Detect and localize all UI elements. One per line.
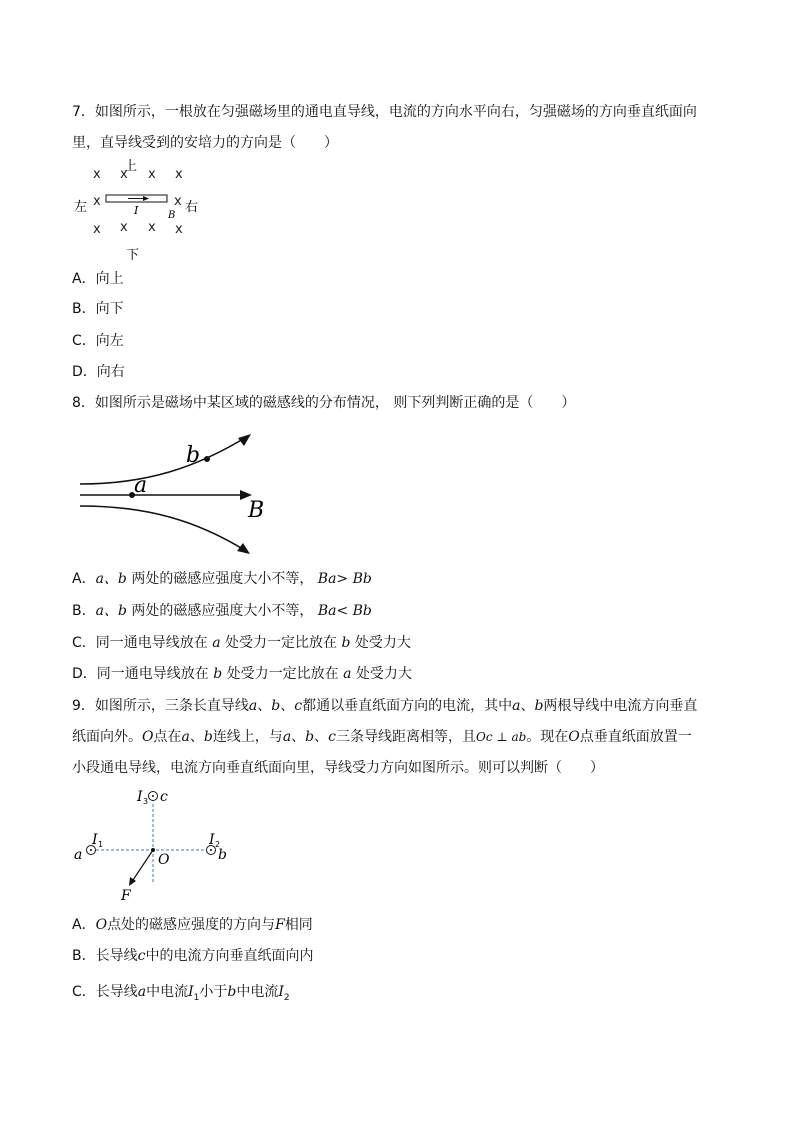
q8-option-a <box>72 569 372 589</box>
cross-mark: x <box>175 222 183 237</box>
option-text: 处受力一定比放在 <box>220 635 342 651</box>
label-current-i: I <box>134 204 139 217</box>
field-line-top <box>80 436 248 484</box>
cross-mark: x <box>148 220 156 235</box>
q9-option-c: C．长导线a中电流$I_1$小于b中电流$I_2$ <box>72 984 290 1003</box>
label-right: 右 <box>185 200 199 215</box>
label-i2-sub: 2 <box>215 840 221 849</box>
q7-option-d: D．向右 <box>72 364 125 380</box>
option-var: a <box>343 666 352 682</box>
option-text: 处受力一定比放在 <box>222 666 344 682</box>
label-i2: I <box>209 832 215 848</box>
q8-option-b <box>72 601 372 621</box>
option-prefix: A． <box>72 571 96 587</box>
q8-figure <box>76 428 276 560</box>
q7-option-a: A．向上 <box>72 271 124 287</box>
q9-stem-line1: 9．如图所示，三条长直导线a、b、c都通以垂直纸面方向的电流，其中a、b两根导线中电流方向垂直 <box>72 698 698 714</box>
option-points: a、b <box>95 603 127 619</box>
option-var: b <box>213 666 223 682</box>
option-text: 处受力大 <box>351 666 412 682</box>
q8-option-d <box>72 664 412 684</box>
q7-stem-line1: 7．如图所示，一根放在匀强磁场里的通电直导线，电流的方向水平向右，匀强磁场的方向垂直纸面向 <box>72 104 697 120</box>
label-left: 左 <box>74 200 88 215</box>
q9-figure <box>72 784 242 906</box>
option-text: D．同一通电导线放在 <box>72 666 214 682</box>
option-var: b <box>341 635 351 651</box>
cross-mark: x <box>175 167 183 182</box>
option-text: 两处的磁感应强度大小不等， <box>126 571 318 587</box>
label-b: b <box>186 443 201 468</box>
label-i1: I <box>92 832 98 848</box>
option-text: C．同一通电导线放在 <box>72 635 213 651</box>
arrowhead-top <box>238 434 251 446</box>
label-field-b: B <box>168 210 176 221</box>
label-a: a <box>74 847 83 863</box>
q8-stem: 8．如图所示是磁场中某区域的磁感线的分布情况， 则下列判断正确的是（ ） <box>72 395 576 411</box>
label-up: 上 <box>124 159 138 174</box>
option-var: a <box>212 635 221 651</box>
cross-mark: x <box>120 220 128 235</box>
label-down: 下 <box>126 248 140 263</box>
q7-option-c: C．向左 <box>72 333 124 349</box>
q7-stem-line2: 里，直导线受到的安培力的方向是（ ） <box>72 135 338 151</box>
label-b: b <box>218 847 227 863</box>
label-a: a <box>134 473 148 498</box>
label-f: F <box>121 888 131 904</box>
cross-mark: x <box>93 167 101 182</box>
current-arrowhead <box>143 196 149 201</box>
label-field-b: B <box>248 498 265 523</box>
label-i3-sub: 3 <box>143 797 149 806</box>
cross-mark: x <box>93 194 101 209</box>
option-text: 处受力大 <box>350 635 411 651</box>
q9-option-b: B．长导线c中的电流方向垂直纸面向内 <box>72 948 314 964</box>
label-i1-sub: 1 <box>98 840 104 849</box>
cross-mark: x <box>93 222 101 237</box>
option-relation: Ba> Bb <box>317 571 372 587</box>
q9-option-a: A．O点处的磁感应强度的方向与F相同 <box>72 917 313 933</box>
label-i3: I <box>137 789 143 805</box>
cross-mark: x <box>148 167 156 182</box>
cross-mark: x <box>174 194 182 209</box>
q9-stem-line2: 纸面向外。O点在a、b连线上，与a、b、c三条导线距离相等，且Oc ⊥ ab。现在O点垂直纸面放置一 <box>72 729 692 745</box>
option-relation: Ba< Bb <box>317 603 372 619</box>
field-line-bottom <box>80 506 246 551</box>
force-arrowhead <box>129 877 136 886</box>
option-text: 两处的磁感应强度大小不等， <box>126 603 318 619</box>
label-c: c <box>160 789 168 805</box>
option-prefix: B． <box>72 603 96 619</box>
q8-option-c <box>72 633 411 653</box>
q7-option-b: B．向下 <box>72 301 124 317</box>
arrowhead-bottom <box>237 543 250 554</box>
force-arrow <box>131 850 153 883</box>
cross-mark: x <box>120 167 128 182</box>
point-b <box>204 456 210 462</box>
option-points: a、b <box>95 571 127 587</box>
label-o: O <box>158 852 170 868</box>
q9-stem-line3: 小段通电导线，电流方向垂直纸面向里，导线受力方向如图所示。则可以判断（ ） <box>72 760 604 776</box>
q7-figure <box>70 158 220 266</box>
